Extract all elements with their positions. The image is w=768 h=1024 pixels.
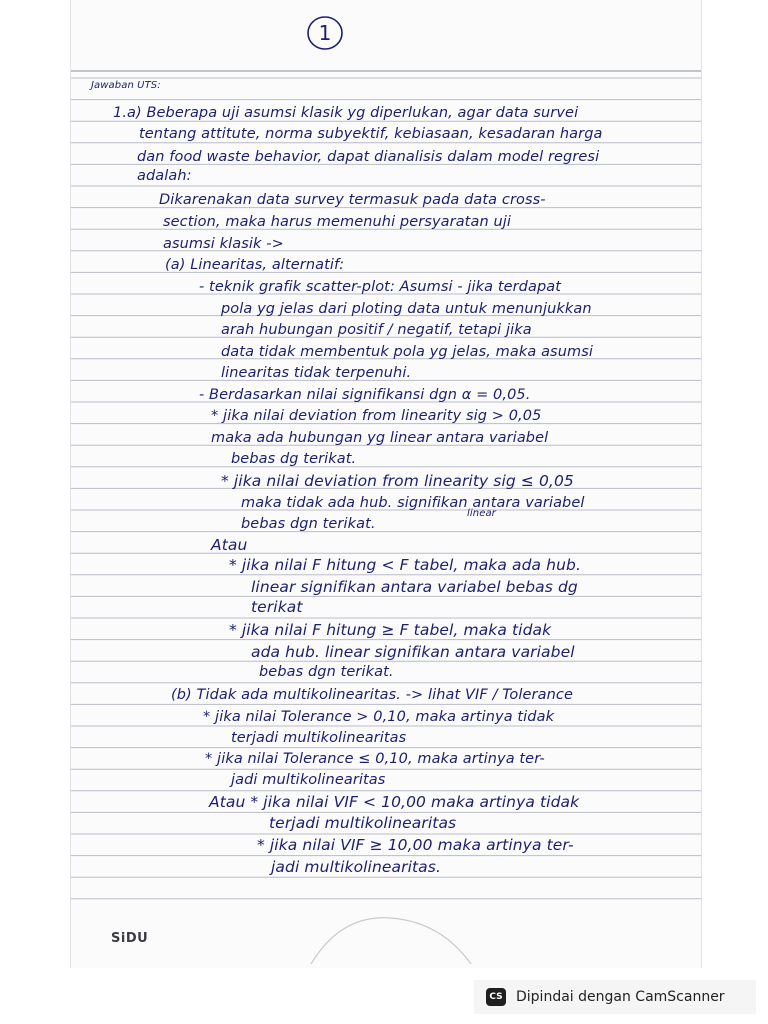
- camscanner-watermark: [474, 980, 756, 1014]
- text-line-24: terikat: [251, 598, 303, 616]
- text-line-31: * jika nilai Tolerance ≤ 0,10, maka artinya ter-: [205, 751, 545, 767]
- text-line-14: - Berdasarkan nilai signifikansi dgn α = 0,05.: [199, 387, 531, 403]
- text-line-21: Atau: [211, 536, 248, 554]
- text-line-35: * jika nilai VIF ≥ 10,00 maka artinya ter-: [257, 836, 574, 854]
- camscanner-label: Dipindai dengan CamScanner: [516, 989, 725, 1005]
- insertion-note: linear: [467, 508, 496, 519]
- text-line-22: * jika nilai F hitung < F tabel, maka ada hub.: [229, 556, 581, 574]
- text-line-27: bebas dgn terikat.: [259, 664, 394, 680]
- text-line-1: 1.a) Beberapa uji asumsi klasik yg diperlukan, agar data survei: [113, 105, 579, 121]
- text-line-23: linear signifikan antara variabel bebas dg: [251, 578, 578, 596]
- text-line-36: jadi multikolinearitas.: [271, 858, 441, 876]
- paper-curl-mark: [301, 912, 481, 968]
- page-number: 1: [318, 21, 332, 45]
- text-line-29: * jika nilai Tolerance > 0,10, maka artinya tidak: [203, 709, 555, 725]
- page-number-circle: [306, 14, 344, 52]
- text-line-12: data tidak membentuk pola yg jelas, maka asumsi: [221, 344, 594, 360]
- text-line-5: Dikarenakan data survey termasuk pada data cross-: [159, 192, 546, 208]
- paper-brand-logo: SiDU: [111, 931, 149, 946]
- text-line-2: tentang attitute, norma subyektif, kebiasaan, kesadaran harga: [139, 126, 603, 142]
- text-line-28: (b) Tidak ada multikolinearitas. -> lihat VIF / Tolerance: [171, 687, 573, 703]
- text-line-4: adalah:: [137, 168, 192, 184]
- text-line-25: * jika nilai F hitung ≥ F tabel, maka tidak: [229, 621, 552, 639]
- text-line-11: arah hubungan positif / negatif, tetapi jika: [221, 322, 532, 338]
- text-line-32: jadi multikolinearitas: [231, 772, 386, 788]
- text-line-15: * jika nilai deviation from linearity sig > 0,05: [211, 408, 542, 424]
- text-line-26: ada hub. linear signifikan antara variabel: [251, 643, 575, 661]
- text-line-7: asumsi klasik ->: [163, 236, 284, 252]
- text-line-9: - teknik grafik scatter-plot: Asumsi - jika terdapat: [199, 279, 562, 295]
- text-line-18: * jika nilai deviation from linearity sig ≤ 0,05: [221, 472, 574, 490]
- text-line-10: pola yg jelas dari ploting data untuk menunjukkan: [221, 301, 592, 317]
- text-line-6: section, maka harus memenuhi persyaratan uji: [163, 214, 512, 230]
- text-line-17: bebas dg terikat.: [231, 451, 357, 467]
- camscanner-logo-icon: CS: [486, 988, 506, 1006]
- text-line-16: maka ada hubungan yg linear antara variabel: [211, 430, 549, 446]
- notebook-paper: [70, 0, 702, 968]
- text-line-30: terjadi multikolinearitas: [231, 730, 407, 746]
- text-line-19: maka tidak ada hub. signifikan antara variabel: [241, 495, 585, 511]
- text-line-3: dan food waste behavior, dapat dianalisis dalam model regresi: [137, 149, 600, 165]
- text-line-8: (a) Linearitas, alternatif:: [165, 257, 345, 273]
- text-line-20: bebas dgn terikat.: [241, 516, 376, 532]
- text-line-13: linearitas tidak terpenuhi.: [221, 365, 412, 381]
- text-line-34: terjadi multikolinearitas: [269, 814, 457, 832]
- answer-header: Jawaban UTS:: [91, 80, 161, 91]
- text-line-33: Atau * jika nilai VIF < 10,00 maka artinya tidak: [209, 793, 580, 811]
